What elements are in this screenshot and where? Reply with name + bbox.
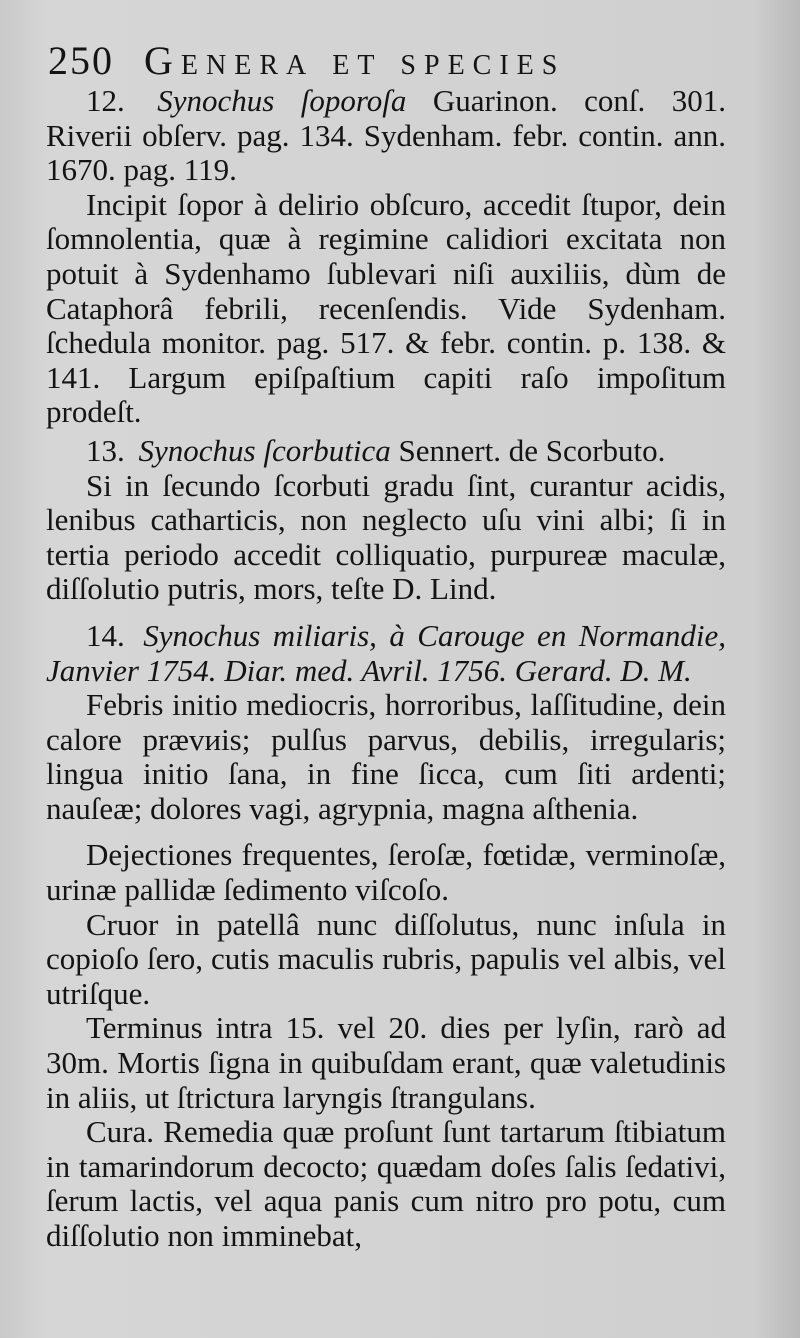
species-name: Synochus ſcorbutica bbox=[138, 432, 391, 468]
entry-references: Sennert. de Scorbuto. bbox=[398, 432, 666, 468]
entry-number: 14. bbox=[86, 617, 125, 653]
page-number: 250 bbox=[48, 38, 114, 83]
entry-number: 12. bbox=[86, 83, 125, 118]
entry-number: 13. bbox=[86, 432, 125, 468]
entry-paragraph: Si in ſecundo ſcorbuti gradu ſint, curantur acidis, lenibus catharticis, non neglecto uſu vini albi; ſi in tertia periodo accedit colliquatio, purpureæ maculæ, diſſolutio putris, mors, teſte D. Lind. bbox=[46, 467, 726, 607]
entry-13 bbox=[46, 434, 726, 469]
entry-paragraph: Cruor in patellâ nunc diſſolutus, nunc inſula in copioſo ſero, cutis maculis rubris, papulis vel albis, vel utriſque. bbox=[46, 906, 726, 1011]
species-name: Synochus ſoporoſa bbox=[157, 83, 407, 118]
running-title: Genera et species bbox=[144, 38, 566, 83]
entry-references: Guarinon. conſ. 301. Riverii obſerv. pag. 134. Sydenham. febr. contin. ann. 1670. pag. 119. bbox=[46, 83, 726, 188]
entry-references: , à Carouge en Normandie, Janvier 1754. Diar. med. Avril. 1756. Gerard. D. M. bbox=[46, 617, 726, 688]
entry-14 bbox=[46, 619, 726, 688]
entry-12 bbox=[46, 84, 726, 188]
entry-paragraph: Terminus intra 15. vel 20. dies per lyſin, rarò ad 30m. Mortis ſigna in quibuſdam erant, quæ valetudinis in aliis, ut ſtrictura laryngis ſtrangulans. bbox=[46, 1010, 726, 1115]
body-text bbox=[46, 84, 726, 1254]
species-name: Synochus miliaris bbox=[143, 617, 370, 653]
entry-paragraph: Cura. Remedia quæ proſunt ſunt tartarum ſtibiatum in tamarindorum decocto; quædam doſes ſalis ſedativi, ſerum lactis, vel aqua panis cum nitro pro potu, cum diſſolutio non imminebat, bbox=[46, 1114, 726, 1253]
entry-paragraph: Incipit ſopor à delirio obſcuro, accedit ſtupor, dein ſomnolentia, quæ à regimine calidiori excitata non potuit à Sydenhamo ſublevari niſi auxiliis, dùm de Cataphorâ febrili, recenſendis. Vide Sydenham. ſchedula monitor. pag. 517. & febr. contin. p. 138. & 141. Largum epiſpaſtium capiti raſo impoſitum prodeſt. bbox=[46, 186, 726, 430]
running-head bbox=[48, 38, 648, 84]
entry-paragraph: Dejectiones frequentes, ſeroſæ, fœtidæ, verminoſæ, urinæ pallidæ ſedimento viſcoſo. bbox=[46, 837, 726, 908]
entry-paragraph: Febris initio mediocris, horroribus, laſſitudine, dein calore prævиis; pulſus parvus, debilis, irregularis; lingua initio ſana, in fine ſicca, cum ſiti ardenti; nauſeæ; dolores vagi, agrypnia, magna aſthenia. bbox=[46, 687, 726, 826]
